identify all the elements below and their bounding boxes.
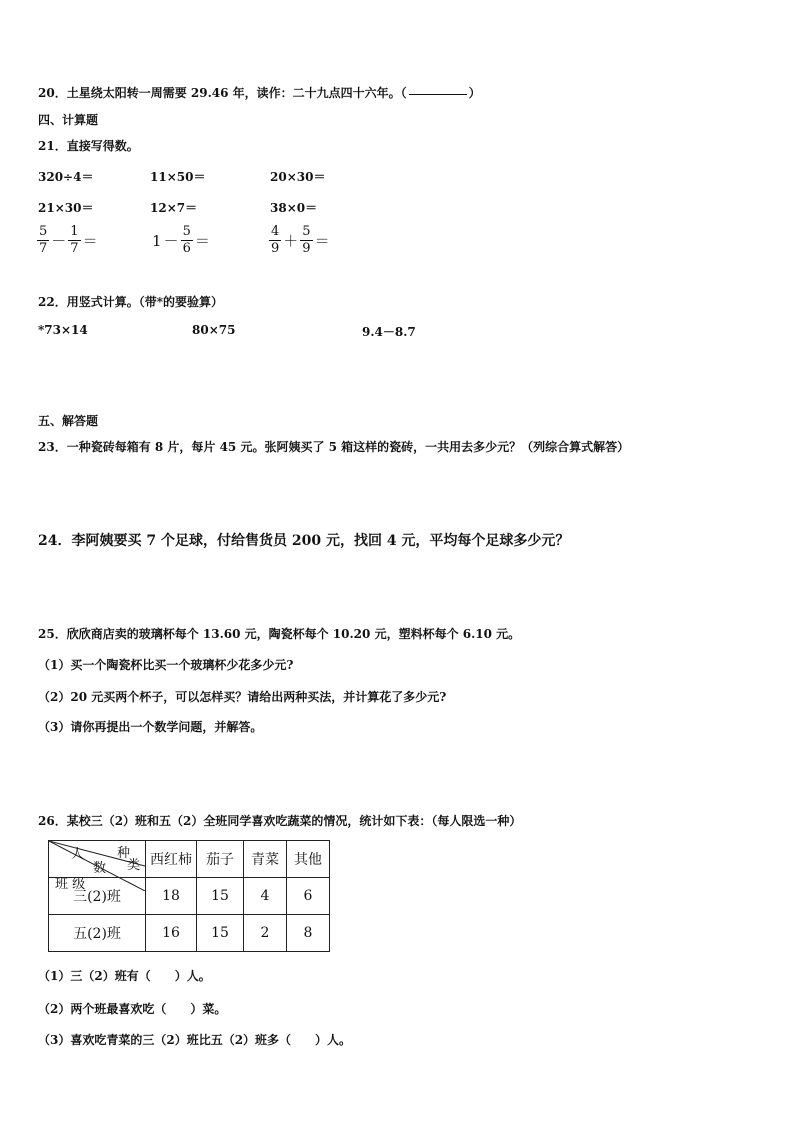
table-corner-cell — [49, 841, 146, 892]
column-header: 青菜 — [244, 841, 287, 878]
question-22-title: 22．用竖式计算。（带*的要验算） — [38, 295, 223, 309]
column-header: 西红柿 — [146, 841, 197, 878]
question-25-title: 25．欣欣商店卖的玻璃杯每个 13.60 元，陶瓷杯每个 10.20 元，塑料杯每个 6.10 元。 — [38, 627, 521, 641]
calc-item: 320÷4＝ — [38, 170, 94, 184]
question-25-sub1: （1）买一个陶瓷杯比买一个玻璃杯少花多少元? — [38, 658, 294, 672]
fraction-expression-1: $\frac{5}{7}$ － $\frac{1}{7}$ ＝ — [39, 224, 98, 256]
fraction-expression-3: $\frac{4}{9}$ ＋ $\frac{5}{9}$ ＝ — [271, 224, 330, 256]
table-cell: 15 — [197, 878, 244, 915]
vegetable-table — [48, 840, 330, 952]
fraction: $\frac{5}{7}$ — [39, 224, 48, 256]
row-label: 五(2)班 — [49, 915, 146, 952]
calc-item: *73×14 — [38, 323, 88, 337]
column-header: 茄子 — [197, 841, 244, 878]
fraction: $\frac{5}{6}$ — [182, 224, 191, 256]
calc-item: 20×30＝ — [270, 170, 326, 184]
corner-label: 班 级 — [55, 877, 86, 892]
section-4-heading: 四、计算题 — [38, 113, 99, 127]
corner-label: 类 — [127, 858, 141, 873]
fraction: $\frac{1}{7}$ — [70, 224, 79, 256]
table-header-row — [49, 841, 330, 878]
question-25-sub3: （3）请你再提出一个数学问题，并解答。 — [38, 720, 263, 734]
calc-item: 38×0＝ — [270, 201, 318, 215]
corner-label: 种 — [117, 846, 131, 861]
fraction: $\frac{5}{9}$ — [302, 224, 311, 256]
corner-label: 数 — [93, 861, 107, 876]
answer-blank[interactable] — [409, 93, 467, 95]
section-5-heading: 五、解答题 — [38, 414, 99, 428]
table-cell: 2 — [244, 915, 287, 952]
question-23: 23．一种瓷砖每箱有 8 片，每片 45 元。张阿姨买了 5 箱这样的瓷砖，一共用去多少元？（列综合算式解答） — [38, 440, 630, 454]
table-cell: 6 — [287, 878, 330, 915]
column-header: 其他 — [287, 841, 330, 878]
calc-item: 9.4－8.7 — [362, 325, 416, 339]
question-26-sub3: （3）喜欢吃青菜的三（2）班比五（2）班多（ ）人。 — [38, 1033, 352, 1047]
table-cell: 18 — [146, 878, 197, 915]
row-label: 三(2)班 — [49, 878, 146, 915]
calc-item: 80×75 — [192, 323, 236, 337]
corner-label: 人 — [71, 847, 85, 862]
calc-item: 21×30＝ — [38, 201, 94, 215]
question-25-sub2: （2）20 元买两个杯子，可以怎样买？请给出两种买法，并计算花了多少元? — [38, 690, 447, 704]
table-cell: 8 — [287, 915, 330, 952]
question-20 — [38, 84, 481, 101]
table-cell: 16 — [146, 915, 197, 952]
fraction-expression-2: 1 － $\frac{5}{6}$ ＝ — [152, 224, 210, 256]
question-26-title: 26．某校三（2）班和五（2）全班同学喜欢吃蔬菜的情况，统计如下表：（每人限选一种） — [38, 814, 522, 828]
question-20-close: ） — [468, 86, 481, 100]
table-cell: 15 — [197, 915, 244, 952]
calc-item: 12×7＝ — [150, 201, 198, 215]
calc-item: 11×50＝ — [150, 170, 206, 184]
question-26-sub1: （1）三（2）班有（ ）人。 — [38, 969, 211, 983]
question-24: 24．李阿姨要买 7 个足球，付给售货员 200 元，找回 4 元，平均每个足球多少元？ — [38, 533, 570, 549]
table-row — [49, 915, 330, 952]
question-26-sub2: （2）两个班最喜欢吃（ ）菜。 — [38, 1002, 227, 1016]
table-cell: 4 — [244, 878, 287, 915]
fraction: $\frac{4}{9}$ — [271, 224, 280, 256]
question-21-title: 21．直接写得数。 — [38, 139, 139, 153]
question-20-text: 20．土星绕太阳转一周需要 29.46 年，读作：二十九点四十六年。（ — [38, 86, 407, 100]
